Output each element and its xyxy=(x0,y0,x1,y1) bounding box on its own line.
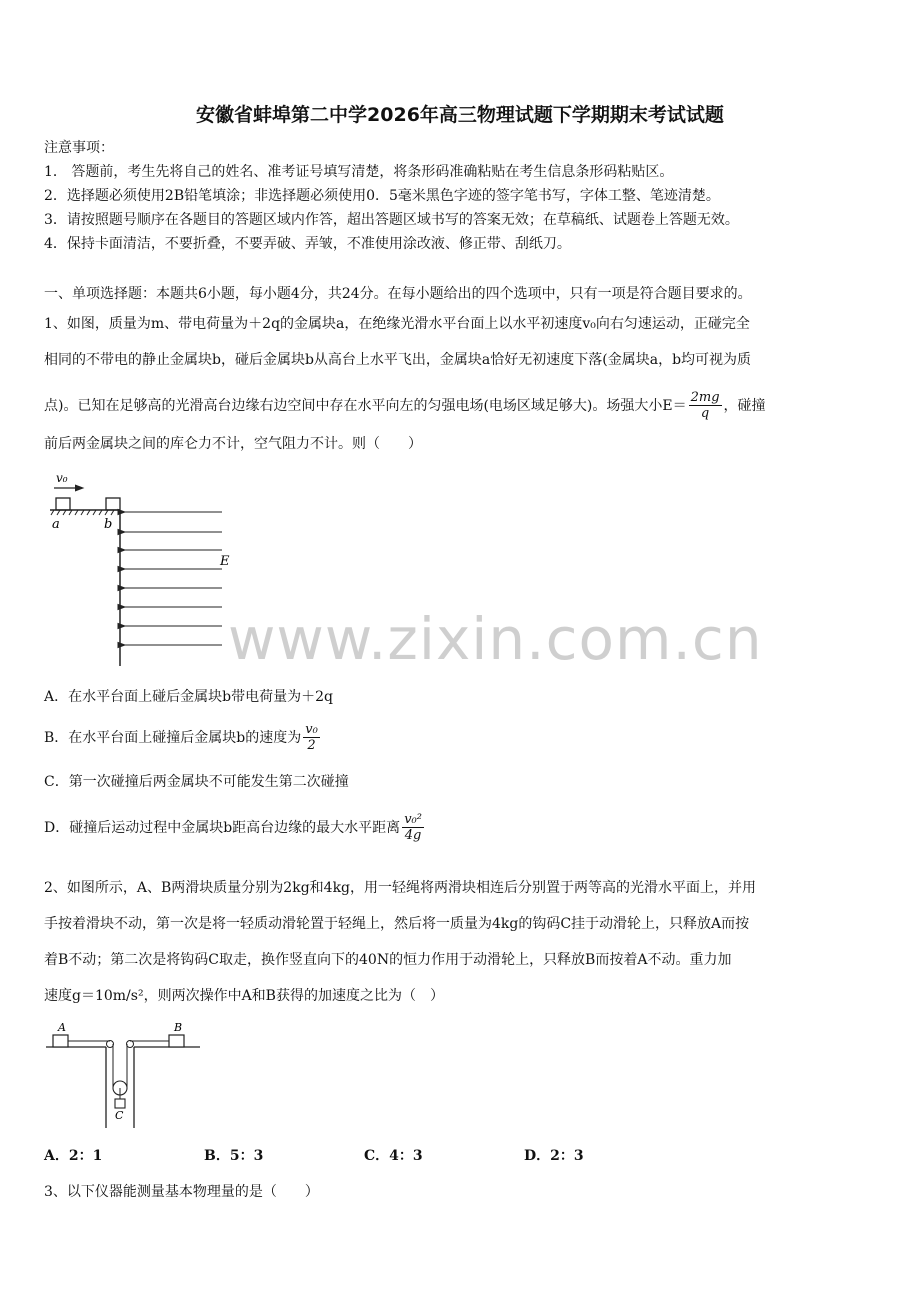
q2-option-b[interactable]: B．5：3 xyxy=(204,1148,264,1164)
q3-text-line: 3、以下仪器能测量基本物理量的是（ ） xyxy=(44,1184,319,1200)
option-text: D．碰撞后运动过程中金属块b距高台边缘的最大水平距离 xyxy=(44,819,401,836)
watermark: www.zixin.com.cn xyxy=(228,605,763,673)
weight-C xyxy=(115,1099,125,1108)
q1-option-d[interactable] xyxy=(44,812,880,843)
q2-option-a[interactable]: A．2：1 xyxy=(44,1148,103,1164)
label-A: A xyxy=(58,1021,66,1034)
v0-label: v₀ xyxy=(56,471,68,485)
block-A xyxy=(53,1035,68,1047)
q1-option-a[interactable]: A．在水平台面上碰后金属块b带电荷量为＋2q xyxy=(44,689,333,705)
label-C: C xyxy=(115,1109,124,1122)
left-pulley xyxy=(107,1041,114,1048)
q2-option-d[interactable]: D．2：3 xyxy=(524,1148,584,1164)
field-fraction xyxy=(689,390,722,421)
right-pulley xyxy=(127,1041,134,1048)
notice-item: 1． 答题前，考生先将自己的姓名、准考证号填写清楚，将条形码准确粘贴在考生信息条形码粘贴区。 xyxy=(44,164,674,180)
label-a: a xyxy=(52,517,60,532)
block-B xyxy=(169,1035,184,1047)
fraction-denominator: q xyxy=(700,406,710,421)
fraction-numerator: v₀ xyxy=(305,722,318,737)
option-fraction xyxy=(303,722,320,753)
label-B: B xyxy=(174,1021,183,1034)
q2-text-line: 2、如图所示，A、B两滑块质量分别为2kg和4kg，用一轻绳将两滑块相连后分别置于两等高的光滑水平面上，并用 xyxy=(44,880,757,896)
option-text: B．在水平台面上碰撞后金属块b的速度为 xyxy=(44,729,302,746)
q2-text-line: 速度g＝10m/s²，则两次操作中A和B获得的加速度之比为（ ） xyxy=(44,988,444,1004)
notice-heading: 注意事项： xyxy=(44,140,114,156)
block-a xyxy=(56,498,70,510)
q2-option-c[interactable]: C．4：3 xyxy=(364,1148,423,1164)
field-lines xyxy=(124,512,222,645)
q1-text-line xyxy=(44,390,880,421)
q1-figure xyxy=(44,468,244,670)
q1-text: ，碰撞 xyxy=(723,397,766,414)
q1-text-line: 相同的不带电的静止金属块b，碰后金属块b从高台上水平飞出，金属块a恰好无初速度下落(金属块a，b均可视为质 xyxy=(44,352,752,368)
q1-text: 点)。已知在足够高的光滑高台边缘右边空间中存在水平向左的匀强电场(电场区域足够大)。场强大小E＝ xyxy=(44,397,687,414)
label-E: E xyxy=(220,554,230,569)
q2-text-line: 着B不动；第二次是将钩码C取走，换作竖直向下的40N的恒力作用于动滑轮上，只释放B而按着A不动。重力加 xyxy=(44,952,732,968)
q1-option-c[interactable]: C．第一次碰撞后两金属块不可能发生第二次碰撞 xyxy=(44,774,349,790)
option-fraction xyxy=(402,812,424,843)
notice-item: 2．选择题必须使用2B铅笔填涂；非选择题必须使用0．5毫米黑色字迹的签字笔书写，字体工整、笔迹清楚。 xyxy=(44,188,720,204)
fraction-denominator: 4g xyxy=(404,828,422,843)
fraction-numerator: v₀² xyxy=(404,812,422,827)
q2-figure xyxy=(44,1018,204,1130)
fraction-numerator: 2mg xyxy=(690,390,720,405)
page-title: 安徽省蚌埠第二中学2026年高三物理试题下学期期末考试试题 xyxy=(196,104,724,126)
block-b xyxy=(106,498,120,510)
fraction-denominator: 2 xyxy=(307,738,316,753)
q1-text-line: 1、如图，质量为m、带电荷量为＋2q的金属块a，在绝缘光滑水平台面上以水平初速度v₀向右匀速运动，正碰完全 xyxy=(44,316,750,332)
notice-item: 4．保持卡面清洁，不要折叠，不要弄破、弄皱，不准使用涂改液、修正带、刮纸刀。 xyxy=(44,236,571,252)
section-heading: 一、单项选择题：本题共6小题，每小题4分，共24分。在每小题给出的四个选项中，只有一项是符合题目要求的。 xyxy=(44,286,752,302)
label-b: b xyxy=(104,517,113,532)
q1-text-line: 前后两金属块之间的库仑力不计，空气阻力不计。则（ ） xyxy=(44,436,422,452)
notice-item: 3．请按照题号顺序在各题目的答题区域内作答，超出答题区域书写的答案无效；在草稿纸、试题卷上答题无效。 xyxy=(44,212,739,228)
q2-text-line: 手按着滑块不动，第一次是将一轻质动滑轮置于轻绳上，然后将一质量为4kg的钩码C挂于动滑轮上，只释放A而按 xyxy=(44,916,750,932)
q1-option-b[interactable] xyxy=(44,722,880,753)
